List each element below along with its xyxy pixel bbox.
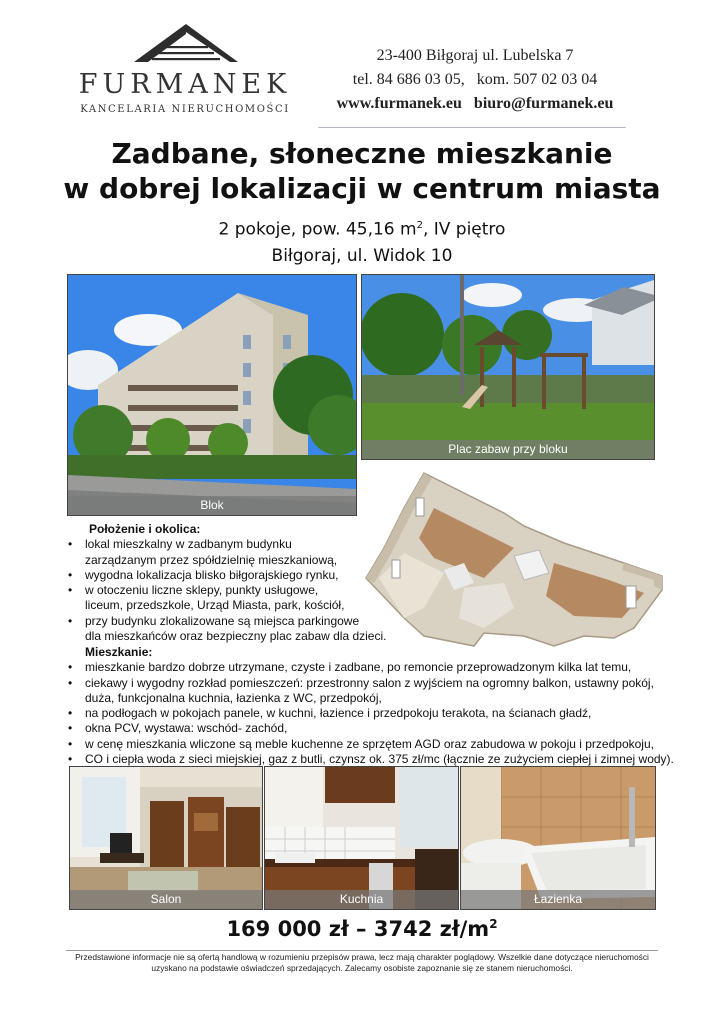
disclaimer-line-1: Przedstawione informacje nie są ofertą handlową w rozumieniu przepisów prawa, lecz mają charakter poglądowy. Wszelkie dane dotyczące nieruchomości bbox=[75, 952, 649, 962]
caption-playground: Plac zabaw przy bloku bbox=[362, 440, 654, 459]
flat-details bbox=[0, 213, 724, 243]
list-item bbox=[85, 568, 395, 583]
footer-divider bbox=[66, 950, 658, 951]
list-item-line: • mieszkanie bardzo dobrze utrzymane, czyste i zadbane, po remoncie przeprowadzonym kilka lat temu, bbox=[85, 660, 632, 675]
list-item-line: • w otoczeniu liczne sklepy, punkty usługowe, bbox=[85, 583, 319, 598]
list-item bbox=[85, 660, 685, 675]
header-divider bbox=[318, 127, 626, 128]
flat-heading: Mieszkanie: bbox=[85, 645, 153, 659]
disclaimer-line-2: uzyskano na podstawie oświadczeń sprzedających. Zalecamy osobiste zapoznanie się ze stanem nieruchomości. bbox=[151, 963, 573, 973]
list-item-line: • okna PCV, wystawa: wschód- zachód, bbox=[85, 721, 288, 736]
floor-plan-3d bbox=[364, 468, 664, 658]
list-item-line: • w cenę mieszkania wliczone są meble kuchenne ze sprzętem AGD oraz zabudowa w pokoju i przedpokoju, bbox=[85, 736, 654, 751]
photo-bathroom bbox=[460, 766, 656, 910]
location-heading: Położenie i okolica: bbox=[89, 522, 201, 536]
price-text: 169 000 zł – 3742 zł/m bbox=[226, 917, 490, 941]
title-line-1: Zadbane, słoneczne mieszkanie bbox=[111, 137, 613, 170]
caption-bathroom: Łazienka bbox=[461, 890, 655, 909]
details-sup: 2 bbox=[416, 220, 423, 231]
list-item-line: • na podłogach w pokojach panele, w kuchni, łazience i przedpokoju terakota, na ścianach gładź, bbox=[85, 706, 592, 721]
details-floor: , IV piętro bbox=[422, 219, 506, 240]
web-email[interactable]: www.furmanek.eu biuro@furmanek.eu bbox=[336, 95, 614, 112]
title-line-2: w dobrej lokalizacji w centrum miasta bbox=[63, 172, 661, 205]
page-title bbox=[0, 136, 724, 206]
flat-list bbox=[85, 660, 685, 767]
price-sup: 2 bbox=[489, 917, 498, 931]
price bbox=[0, 917, 724, 941]
location-list bbox=[85, 537, 395, 644]
photo-kitchen bbox=[264, 766, 459, 910]
list-item-line: • lokal mieszkalny w zadbanym budynku bbox=[85, 537, 292, 552]
flat-section bbox=[85, 645, 685, 767]
list-item bbox=[85, 721, 685, 736]
disclaimer bbox=[60, 952, 664, 974]
contact-block bbox=[318, 44, 632, 116]
list-item bbox=[85, 614, 395, 645]
brand-tagline: KANCELARIA NIERUCHOMOŚCI bbox=[80, 104, 290, 115]
list-item bbox=[85, 706, 685, 721]
details-text: 2 pokoje, pow. 45,16 m bbox=[218, 219, 417, 240]
photo-building bbox=[67, 274, 357, 516]
list-item-line: duża, funkcjonalna kuchnia, łazienka z WC, przedpokój, bbox=[85, 690, 382, 705]
photo-playground bbox=[361, 274, 655, 460]
list-item-line: • przy budynku zlokalizowane są miejsca parkingowe bbox=[85, 613, 360, 628]
list-item bbox=[85, 537, 395, 568]
list-item bbox=[85, 737, 685, 752]
list-item-line: liceum, przedszkole, Urząd Miasta, park, kościół, bbox=[85, 598, 345, 613]
subtitle bbox=[0, 213, 724, 269]
phone-numbers: tel. 84 686 03 05, kom. 507 02 03 04 bbox=[352, 71, 598, 88]
photo-salon bbox=[69, 766, 263, 910]
caption-salon: Salon bbox=[70, 890, 262, 909]
company-logo bbox=[72, 22, 298, 122]
list-item-line: • ciekawy i wygodny rozkład pomieszczeń: przestronny salon z wyjściem na ogromny balkon, ustawny pokój, bbox=[85, 675, 654, 690]
list-item-line: dla mieszkańców oraz bezpieczny plac zabaw dla dzieci. bbox=[85, 629, 387, 644]
list-item bbox=[85, 583, 395, 614]
location-section bbox=[85, 522, 395, 644]
list-item-line: • CO i ciepła woda z sieci miejskiej, gaz z butli, czynsz ok. 375 zł/mc (łącznie ze zużyciem ciepłej i zimnej wody). bbox=[85, 752, 674, 767]
caption-kitchen: Kuchnia bbox=[265, 890, 458, 909]
list-item-line: zarządzanym przez spółdzielnię mieszkaniową, bbox=[85, 552, 338, 567]
flat-address: Biłgoraj, ul. Widok 10 bbox=[271, 245, 453, 266]
caption-building: Blok bbox=[68, 496, 356, 515]
roof-logo-icon bbox=[134, 22, 238, 64]
office-address: 23-400 Biłgoraj ul. Lubelska 7 bbox=[376, 47, 574, 64]
brand-name: FURMANEK bbox=[78, 69, 292, 100]
list-item bbox=[85, 676, 685, 707]
list-item-line: • wygodna lokalizacja blisko biłgorajskiego rynku, bbox=[85, 567, 339, 582]
